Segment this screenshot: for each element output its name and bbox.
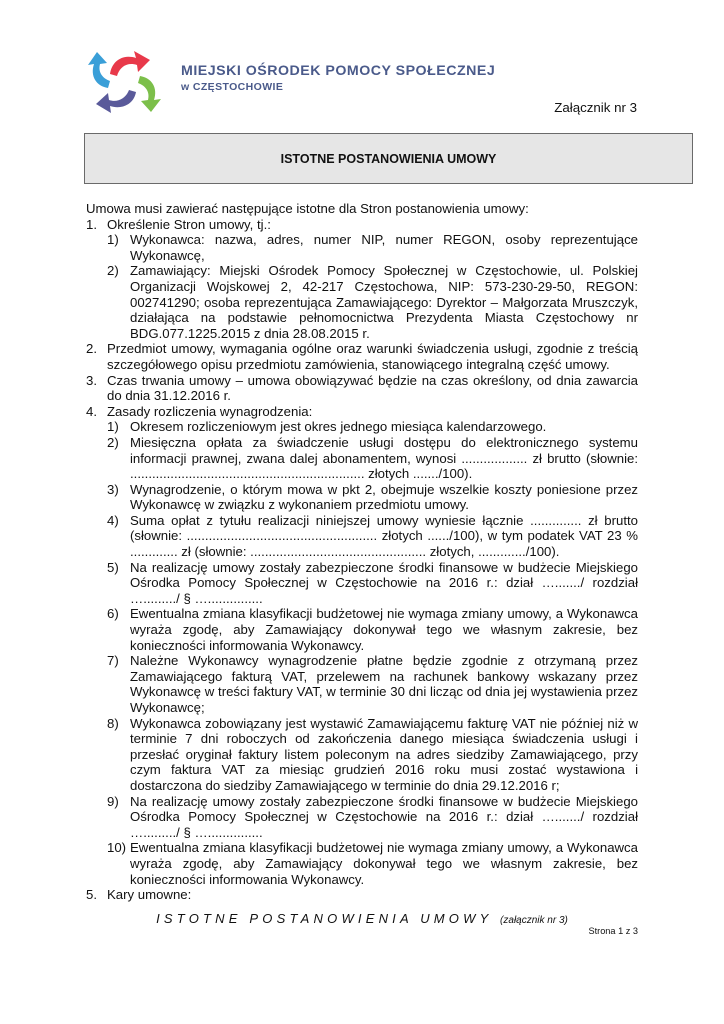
sub-item xyxy=(107,419,638,435)
list-item xyxy=(86,404,638,887)
sub-item-text: Wykonawca zobowiązany jest wystawić Zamawiającemu fakturę VAT nie później niż w terminie 7 dni roboczych od zakończenia danego miesiąca świadczenia usługi i przesłać oryginał faktury listem poleconym na adres siedziby Zamawiającego, przy czym faktura VAT za miesiąc grudzień 2016 roku musi zostać wystawiona i dostarczona do siedziby Zamawiającego w terminie do dnia 29.12.2016 r; xyxy=(130,715,638,793)
sub-item-text: Należne Wykonawcy wynagrodzenie płatne będzie zgodnie z otrzymaną przez Zamawiającego fakturą VAT, przelewem na rachunek bankowy wskazany przez Wykonawcę w treści faktury VAT, w terminie 30 dni licząc od dnia jej wystawienia przez Wykonawcę; xyxy=(130,653,638,715)
page-number: Strona 1 z 3 xyxy=(588,926,638,936)
sub-item-number: 5) xyxy=(107,559,119,575)
sub-item-number: 7) xyxy=(107,653,119,669)
sub-item-text: Wynagrodzenie, o którym mowa w pkt 2, obejmuje wszelkie koszty poniesione przez Wykonawcę w związku z wykonaniem przedmiotu umowy. xyxy=(130,481,638,513)
footer-note: (załącznik nr 3) xyxy=(500,915,568,926)
item-number: 4. xyxy=(86,403,97,419)
sub-item-number: 1) xyxy=(107,232,119,248)
item-number: 5. xyxy=(86,887,97,903)
item-number: 2. xyxy=(86,341,97,357)
sub-item-text: Zamawiający: Miejski Ośrodek Pomocy Społecznej w Częstochowie, ul. Polskiej Organizacji Wojskowej 2, 42-217 Częstochowa, NIP: 573-230-29-50, REGON: 002741290; osoba reprezentująca Zamawiającego: Dyrektor – Małgorzata Mruszczyk, działająca na podstawie pełnomocnictwa Prezydenta Miasta Częstochowy nr BDG.077.1225.2015 z dnia 28.08.2015 r. xyxy=(130,263,638,341)
sub-item xyxy=(107,716,638,794)
main-list xyxy=(86,217,638,903)
title-box xyxy=(84,133,693,184)
sub-list xyxy=(107,232,638,341)
sub-item xyxy=(107,606,638,653)
sub-item xyxy=(107,513,638,560)
item-text: Przedmiot umowy, wymagania ogólne oraz warunki świadczenia usługi, zgodnie z treścią szczegółowego opisu przedmiotu zamówienia, stanowiącego integralną część umowy. xyxy=(107,341,638,372)
sub-item xyxy=(107,263,638,341)
org-name: MIEJSKI OŚRODEK POMOCY SPOŁECZNEJ xyxy=(181,63,496,79)
list-item xyxy=(86,373,638,404)
document-body xyxy=(86,201,638,903)
sub-item-text: Na realizację umowy zostały zabezpieczone środki finansowe w budżecie Miejskiego Ośrodka Pomocy Społecznej w Częstochowie na 2016 r.: dział …......./ rozdział …........./ § …............... xyxy=(130,559,638,606)
sub-item-number: 1) xyxy=(107,419,119,435)
list-item xyxy=(86,887,638,903)
sub-item-number: 2) xyxy=(107,263,119,279)
sub-item-text: Wykonawca: nazwa, adres, numer NIP, numer REGON, osoby reprezentujące Wykonawcę, xyxy=(130,232,638,263)
logo-arrow-green xyxy=(138,76,161,112)
sub-item-number: 10) xyxy=(107,840,127,856)
item-text: Kary umowne: xyxy=(107,887,192,903)
sub-item xyxy=(107,560,638,607)
mops-logo-icon xyxy=(88,46,162,116)
logo-arrow-blue xyxy=(88,52,110,88)
logo-arrow-navy xyxy=(96,90,136,113)
document-title: ISTOTNE POSTANOWIENIA UMOWY xyxy=(280,151,497,166)
sub-item xyxy=(107,794,638,841)
list-item xyxy=(86,341,638,372)
sub-item xyxy=(107,232,638,263)
list-item xyxy=(86,217,638,342)
sub-list xyxy=(107,419,638,887)
item-text: Określenie Stron umowy, tj.: xyxy=(107,216,271,232)
sub-item-text: Okresem rozliczeniowym jest okres jednego miesiąca kalendarzowego. xyxy=(130,419,547,435)
org-city: w CZĘSTOCHOWIE xyxy=(181,81,284,93)
sub-item-number: 9) xyxy=(107,793,119,809)
sub-item-text: Ewentualna zmiana klasyfikacji budżetowej nie wymaga zmiany umowy, a Wykonawca wyraża zgodę, aby Zamawiający dokonywał tego we własnym zakresie, bez konieczności informowania Wykonawcy. xyxy=(130,840,638,887)
sub-item-number: 3) xyxy=(107,481,119,497)
sub-item-text: Suma opłat z tytułu realizacji niniejszej umowy wyniesie łącznie .............. zł brutto (słownie: .................................................... złotych ....../100), w tym podatek VAT 23 % ............. zł (słownie: ................................................ złotych, ............./100). xyxy=(130,512,638,560)
sub-item xyxy=(107,840,638,887)
sub-item-text: Ewentualna zmiana klasyfikacji budżetowej nie wymaga zmiany umowy, a Wykonawca wyraża zgodę, aby Zamawiający dokonywał tego we własnym zakresie, bez konieczności informowania Wykonawcy. xyxy=(130,606,638,653)
sub-item xyxy=(107,482,638,513)
logo-arrow-red xyxy=(110,51,150,76)
sub-item-text: Miesięczna opłata za świadczenie usługi dostępu do elektronicznego systemu informacji prawnej, zwana dalej abonamentem, wynosi .................. zł brutto (słownie: ................................................................ złotych ......./100). xyxy=(130,434,638,482)
item-number: 1. xyxy=(86,216,97,232)
footer-title xyxy=(0,911,724,926)
attachment-label: Załącznik nr 3 xyxy=(554,100,637,115)
item-text: Zasady rozliczenia wynagrodzenia: xyxy=(107,403,313,419)
sub-item xyxy=(107,653,638,715)
sub-item-number: 4) xyxy=(107,512,119,528)
sub-item-number: 2) xyxy=(107,434,119,450)
item-text: Czas trwania umowy – umowa obowiązywać będzie na czas określony, od dnia zawarcia do dnia 31.12.2016 r. xyxy=(107,372,638,404)
sub-item-number: 8) xyxy=(107,715,119,731)
sub-item xyxy=(107,435,638,482)
sub-item-number: 6) xyxy=(107,606,119,622)
item-number: 3. xyxy=(86,372,97,388)
footer-title-text: ISTOTNE POSTANOWIENIA UMOWY xyxy=(156,911,493,926)
intro-text: Umowa musi zawierać następujące istotne dla Stron postanowienia umowy: xyxy=(86,201,529,216)
sub-item-text: Na realizację umowy zostały zabezpieczone środki finansowe w budżecie Miejskiego Ośrodka Pomocy Społecznej w Częstochowie na 2016 r.: dział …......./ rozdział …........./ § …............... xyxy=(130,793,638,840)
